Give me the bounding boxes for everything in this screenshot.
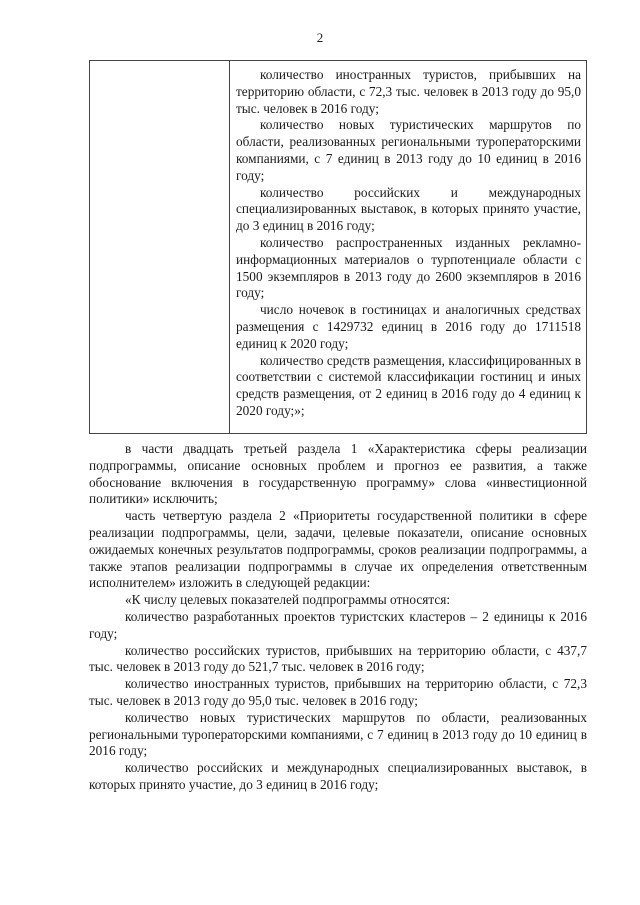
table-item: количество распространенных изданных рекламно-информационных материалов о турпотенциале области с 1500 экземпляров в 2013 году до 2600 экземпляров в 2016 году; (236, 234, 581, 301)
page-number: 2 (316, 30, 324, 45)
body-paragraph: в части двадцать третьей раздела 1 «Характеристика сферы реализации подпрограммы, описание основных проблем и прогноз ее развития, а также обоснование включения в государственную программу» слова «инвестиционной политики» исключить; (89, 441, 587, 507)
document-body (89, 441, 587, 794)
body-paragraph: часть четвертую раздела 2 «Приоритеты государственной политики в сфере реализации подпрограммы, цели, задачи, целевые показатели, описание основных ожидаемых конечных результатов подпрограммы, сроков реализации подпрограммы, а также этапов реализации подпрограммы в случае их определения ответственным исполнителем» изложить в следующей редакции: (89, 508, 587, 591)
body-paragraph: количество российских туристов, прибывших на территорию области, с 437,7 тыс. человек в 2013 году до 521,7 тыс. человек в 2016 году; (89, 642, 587, 675)
indicator-table (89, 60, 587, 434)
table-item: количество новых туристических маршрутов по области, реализованных региональными туроператорскими компаниями, с 7 единиц в 2013 году до 10 единиц в 2016 году; (236, 117, 581, 183)
table-right-column (236, 67, 581, 420)
body-paragraph: «К числу целевых показателей подпрограммы относятся: (125, 592, 451, 608)
table-item: количество иностранных туристов, прибывших на территорию области, с 72,3 тыс. человек в 2013 году до 95,0 тыс. человек в 2016 году; (236, 67, 581, 116)
body-paragraph: количество российских и международных специализированных выставок, в которых принято участие, до 3 единиц в 2016 году; (89, 760, 587, 792)
table-item: количество средств размещения, классифицированных в соответствии с системой классификации гостиниц и иных средств размещения, от 2 единиц в 2016 году до 4 единиц к 2020 году;»; (236, 352, 581, 418)
body-paragraph: количество новых туристических маршрутов по области, реализованных региональными туроператорскими компаниями, с 7 единиц в 2013 году до 10 единиц в 2016 году; (89, 709, 587, 759)
body-paragraph: количество разработанных проектов туристских кластеров – 2 единицы к 2016 году; (89, 608, 587, 641)
table-item: количество российских и международных специализированных выставок, в которых принято участие, до 3 единиц в 2016 году; (236, 184, 581, 234)
table-item: число ночевок в гостиницах и аналогичных средствах размещения с 1429732 единиц в 2016 году до 1711518 единиц к 2020 году; (236, 302, 581, 351)
body-paragraph: количество иностранных туристов, прибывших на территорию области, с 72,3 тыс. человек в 2013 году до 95,0 тыс. человек в 2016 году; (89, 676, 587, 708)
table-left-column (90, 61, 230, 433)
